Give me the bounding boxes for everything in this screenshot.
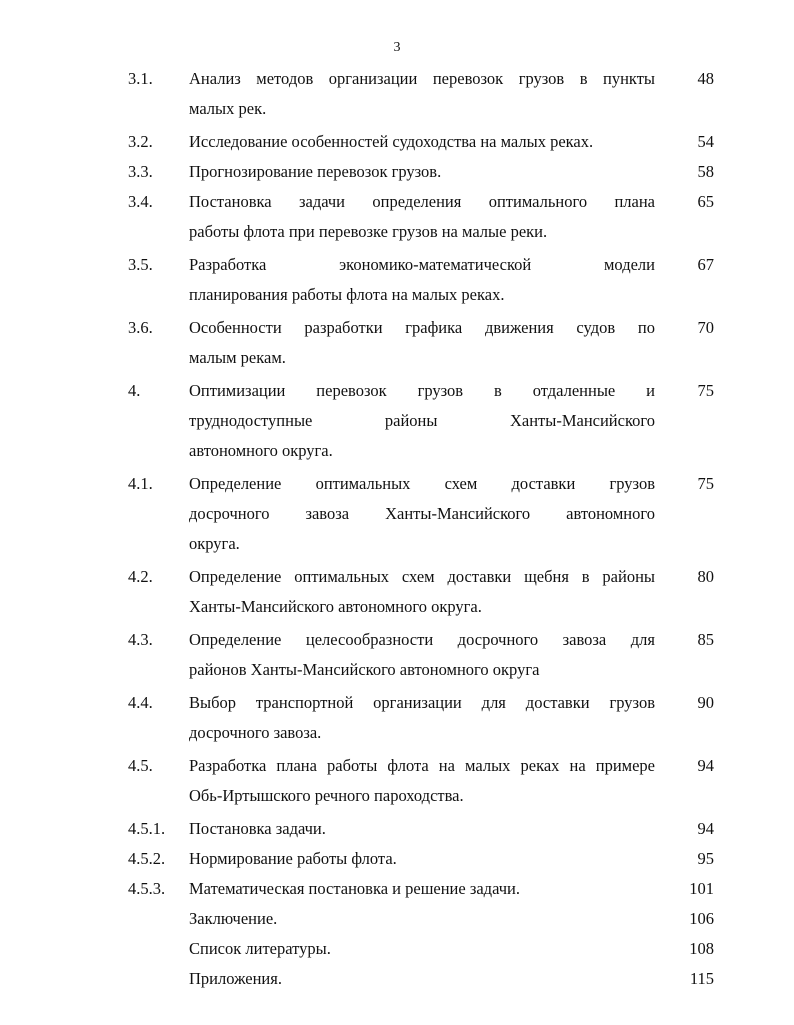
toc-entry-page: 94 (697, 756, 714, 775)
toc-entry-number: 3.2. (128, 132, 153, 151)
toc-entry-title (189, 64, 655, 124)
toc-entry-page: 95 (697, 849, 714, 868)
toc-entry-title (189, 157, 655, 187)
toc-entry-title (189, 964, 655, 994)
toc-entry-number: 3.4. (128, 192, 153, 211)
toc-entry-page: 70 (697, 318, 714, 337)
toc-entry-title-line: Выбор транспортной организации для доставки грузов (189, 693, 655, 712)
toc-entry-page: 58 (697, 162, 714, 181)
toc-entry-title-line: Определение целесообразности досрочного завоза для (189, 630, 655, 649)
toc-entry (0, 625, 794, 685)
toc-entry-title (189, 187, 655, 247)
toc-entry-title-line: Определение оптимальных схем доставки грузов (189, 474, 655, 493)
toc-entry-title-line: малым рекам. (189, 348, 286, 367)
page-number: 3 (393, 40, 401, 55)
toc-entry-page: 48 (697, 69, 714, 88)
toc-entry-page: 108 (689, 939, 714, 958)
toc-entry-title-line: Исследование особенностей судоходства на малых реках. (189, 132, 594, 151)
toc-entry-title-line: труднодоступные районы Ханты-Мансийского (189, 411, 655, 430)
toc-entry-title-line: Разработка плана работы флота на малых реках на примере (189, 756, 655, 775)
toc-entry-number: 3.5. (128, 255, 153, 274)
toc-entry-title (189, 625, 655, 685)
toc-entry-title (189, 874, 655, 904)
toc-entry-title (189, 751, 655, 811)
toc-entry-number: 3.6. (128, 318, 153, 337)
toc-entry-title (189, 313, 655, 373)
toc-entry-title-line: досрочного завоза. (189, 723, 322, 742)
toc-entry-title-line: Нормирование работы флота. (189, 849, 397, 868)
toc-entry (0, 127, 794, 157)
toc-entry (0, 688, 794, 748)
toc-entry-page: 101 (689, 879, 714, 898)
toc-entry-title (189, 844, 655, 874)
toc-entry (0, 469, 794, 559)
toc-entry-title-line: Разработка экономико-математической модели (189, 255, 655, 274)
toc-entry-title-line: Особенности разработки графика движения судов по (189, 318, 655, 337)
toc-entry-title-line: досрочного завоза Ханты-Мансийского автономного (189, 504, 655, 523)
toc-entry (0, 157, 794, 187)
toc-entry (0, 814, 794, 844)
toc-entry-title-line: Заключение. (189, 909, 278, 928)
toc-entry-number: 4.1. (128, 474, 153, 493)
toc-entry (0, 751, 794, 811)
toc-entry-page: 65 (697, 192, 714, 211)
toc-entry (0, 376, 794, 466)
toc-entry-page: 80 (697, 567, 714, 586)
toc-entry-page: 106 (689, 909, 714, 928)
table-of-contents (0, 64, 794, 994)
toc-entry (0, 313, 794, 373)
toc-entry-title-line: Приложения. (189, 969, 282, 988)
toc-entry-page: 94 (697, 819, 714, 838)
toc-entry-title-line: Прогнозирование перевозок грузов. (189, 162, 442, 181)
toc-entry-page: 54 (697, 132, 714, 151)
toc-entry-page: 90 (697, 693, 714, 712)
toc-entry-page: 75 (697, 381, 714, 400)
toc-entry (0, 562, 794, 622)
toc-entry (0, 187, 794, 247)
toc-entry-title (189, 562, 655, 622)
toc-entry-title (189, 469, 655, 559)
toc-entry-page: 67 (697, 255, 714, 274)
toc-entry-title-line: малых рек. (189, 99, 267, 118)
toc-entry-page: 85 (697, 630, 714, 649)
toc-entry-title (189, 688, 655, 748)
toc-entry-number: 4.3. (128, 630, 153, 649)
toc-entry-title-line: районов Ханты-Мансийского автономного округа (189, 660, 540, 679)
toc-entry-number: 4.5.2. (128, 849, 166, 868)
toc-entry (0, 874, 794, 904)
toc-entry-title-line: автономного округа. (189, 441, 333, 460)
toc-entry (0, 904, 794, 934)
toc-entry-number: 4. (128, 381, 141, 400)
toc-entry-title (189, 904, 655, 934)
toc-entry-number: 4.2. (128, 567, 153, 586)
toc-entry-number: 4.4. (128, 693, 153, 712)
toc-entry (0, 250, 794, 310)
toc-entry-title-line: округа. (189, 534, 240, 553)
toc-entry-title-line: планирования работы флота на малых реках. (189, 285, 505, 304)
toc-entry-title-line: Математическая постановка и решение задачи. (189, 879, 520, 898)
toc-entry-number: 3.1. (128, 69, 153, 88)
toc-entry (0, 844, 794, 874)
toc-entry (0, 934, 794, 964)
toc-entry-page: 115 (689, 969, 714, 988)
toc-entry-title-line: Оптимизации перевозок грузов в отдаленные и (189, 381, 655, 400)
toc-entry-title-line: Постановка задачи определения оптимального плана (189, 192, 655, 211)
toc-entry-title-line: Обь-Иртышского речного пароходства. (189, 786, 464, 805)
toc-entry-title (189, 934, 655, 964)
toc-entry-page: 75 (697, 474, 714, 493)
toc-entry-title-line: Ханты-Мансийского автономного округа. (189, 597, 482, 616)
toc-entry-title (189, 814, 655, 844)
toc-entry-title-line: Анализ методов организации перевозок грузов в пункты (189, 69, 655, 88)
toc-entry-number: 4.5. (128, 756, 153, 775)
toc-entry-title (189, 127, 655, 157)
toc-entry-title-line: Постановка задачи. (189, 819, 326, 838)
toc-entry-number: 4.5.3. (128, 879, 166, 898)
toc-entry (0, 964, 794, 994)
toc-entry-title-line: Список литературы. (189, 939, 331, 958)
toc-entry-number: 4.5.1. (128, 819, 166, 838)
toc-entry-title (189, 376, 655, 466)
toc-entry-number: 3.3. (128, 162, 153, 181)
toc-entry-title-line: работы флота при перевозке грузов на малые реки. (189, 222, 548, 241)
toc-entry-title (189, 250, 655, 310)
toc-entry-title-line: Определение оптимальных схем доставки щебня в районы (189, 567, 655, 586)
toc-entry (0, 64, 794, 124)
